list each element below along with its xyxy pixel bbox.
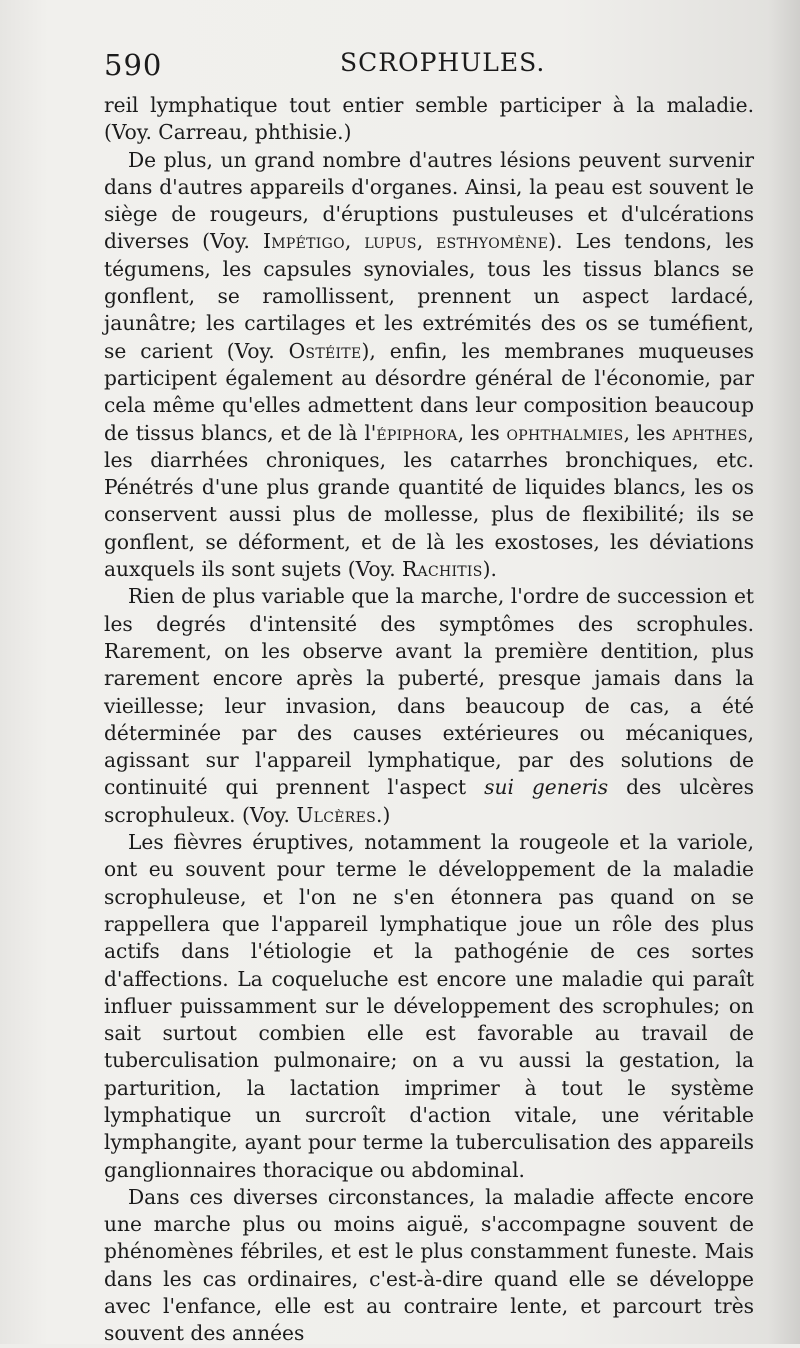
text-run: ), enfin, les membranes muqueuses participent également au désordre général de l'économie, par cela même qu'elles admettent dans leur composition beaucoup de tissus blancs, et de là l' bbox=[104, 338, 755, 445]
text-run: des ulcères scrophuleux. (Voy. bbox=[104, 775, 754, 827]
paragraph-continuation: reil lymphatique tout entier semble participer à la maladie. (Voy. Carreau, phthisie.) bbox=[104, 93, 754, 145]
text-run: Rien de plus variable que la marche, l'ordre de succession et les degrés d'intensité des symptômes des scrophules. Rarement, on les observe avant la première dentition, plus rarement encore après la puberté, presque jamais dans la vieillesse; leur invasion, dans beaucoup de cas, a été déterminée par des causes extérieures ou mécaniques, agissant sur l'appareil lymphatique, par des solutions de continuité qui prennent l'aspect bbox=[104, 584, 754, 800]
text-run: , bbox=[344, 229, 365, 254]
text-run: .) bbox=[376, 802, 391, 827]
small-caps-reference: Ulcères bbox=[296, 802, 377, 827]
body-text bbox=[104, 92, 754, 1348]
small-caps-reference: aphthes bbox=[672, 420, 748, 445]
small-caps-reference: épiphora bbox=[376, 420, 458, 445]
running-title: SCROPHULES. bbox=[340, 48, 546, 77]
italic-term: sui generis bbox=[484, 775, 609, 800]
paragraph-circonstances: Dans ces diverses circonstances, la maladie affecte encore une marche plus ou moins aiguë, s'accompagne souvent de phénomènes fébriles, et est le plus constamment funeste. Mais dans les cas ordinaires, c'est-à-dire quand elle se développe avec l'enfance, elle est au contraire lente, et parcourt très souvent des années bbox=[104, 1184, 754, 1346]
small-caps-reference: esthyomène bbox=[436, 229, 549, 254]
text-run: , les bbox=[457, 420, 507, 445]
text-run: ). Les tendons, les tégumens, les capsules synoviales, tous les tissus blancs se gonflent, se ramollissent, prennent un aspect lardacé, jaunâtre; les cartilages et les extrémités des os se tuméfient, se carient (Voy. bbox=[104, 229, 754, 363]
small-caps-reference: Rachitis bbox=[402, 557, 483, 582]
small-caps-reference: lupus bbox=[364, 229, 417, 254]
small-caps-reference: ophthalmies bbox=[506, 420, 624, 445]
paragraph-lesions bbox=[104, 147, 754, 584]
small-caps-reference: Impétigo bbox=[262, 229, 345, 254]
text-run: , bbox=[416, 229, 437, 254]
small-caps-reference: Ostéite bbox=[288, 338, 362, 363]
text-run: De plus, un grand nombre d'autres lésions peuvent survenir dans d'autres appareils d'organes. Ainsi, la peau est souvent le siège de rougeurs, d'éruptions pustuleuses et d'ulcérations diverses (Voy. bbox=[104, 147, 754, 254]
page-header bbox=[104, 48, 754, 88]
text-run: ). bbox=[482, 557, 497, 582]
page-number: 590 bbox=[104, 48, 163, 82]
paragraph-marche bbox=[104, 583, 754, 829]
paragraph-fievres: Les fièvres éruptives, notamment la rougeole et la variole, ont eu souvent pour terme le développement de la maladie scrophuleuse, et l'on ne s'en étonnera pas quand on se rappellera que l'appareil lymphatique joue un rôle des plus actifs dans l'étiologie et la pathogénie de ces sortes d'affections. La coqueluche est encore une maladie qui paraît influer puissamment sur le développement des scrophules; on sait surtout combien elle est favorable au travail de tuberculisation pulmonaire; on a vu aussi la gestation, la parturition, la lactation imprimer à tout le système lymphatique un surcroît d'action vitale, une véritable lymphangite, ayant pour terme la tuberculisation des appareils ganglionnaires thoracique ou abdominal. bbox=[104, 830, 754, 1182]
text-run: , les bbox=[623, 420, 673, 445]
text-run: , les diarrhées chroniques, les catarrhes bronchiques, etc. Pénétrés d'une plus grande quantité de liquides blancs, les os conservent aussi plus de mollesse, plus de flexibilité; ils se gonflent, se déforment, et de là les exostoses, les déviations auxquels ils sont sujets (Voy. bbox=[104, 420, 755, 582]
